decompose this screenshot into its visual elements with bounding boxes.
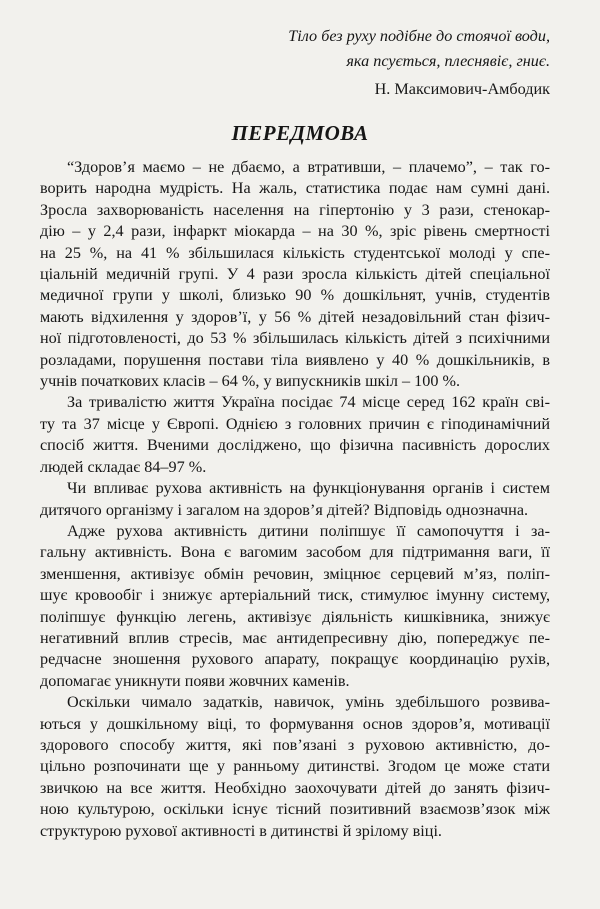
page-title: ПЕРЕДМОВА (231, 121, 369, 145)
text-line: “Здоров’я маємо – не дбаємо, а втративши, – плачемо”, – так го- (67, 158, 550, 176)
text-line: спосіб життя. Вченими досліджено, що фізична пасивність дорослих (40, 436, 550, 455)
text-line: ються у дошкільному віці, то формування основ здоров’я, мотивації (40, 714, 550, 733)
paragraph (40, 478, 550, 521)
epigraph-line: Тіло без руху подібне до стоячої води, (288, 27, 550, 45)
text-line: ту та 37 місце у Європі. Однією з головних причин є гіподинамічний (40, 414, 550, 433)
text-line: Адже рухова активність дитини поліпшує її самопочуття і за- (67, 521, 550, 540)
text-line: редчасне зношення рухового апарату, покращує координацію рухів, (40, 650, 550, 669)
text-line: ціальній медичній групі. У 4 рази зросла кількість дітей спеціальної (40, 265, 550, 284)
text-line: негативний вплив стресів, має антидепресивну дію, попереджує пе- (40, 628, 550, 647)
paragraph (40, 692, 550, 842)
text-line: на 25 %, на 41 % збільшилася кількість студентської молоді у спе- (40, 243, 550, 262)
epigraph (110, 24, 550, 74)
text-line: Зросла захворюваність населення на гіпертонію у 3 рази, стенокар- (40, 200, 550, 219)
text-line: здорового способу життя, які пов’язані з руховою активністю, до- (40, 735, 550, 754)
text-line: шує кровообіг і знижує артеріальний тиск, стимулює імунну систему, (40, 586, 550, 605)
text-line: мають відхилення у здоров’ї, у 56 % дітей незадовільний стан фізич- (40, 307, 550, 326)
text-line: учнів початкових класів – 64 %, у випускників шкіл – 100 %. (40, 372, 461, 391)
text-line: ворить народна мудрість. На жаль, статистика подає нам сумні дані. (40, 179, 550, 198)
text-line: цільно розпочинати ще у ранньому дитинстві. Згодом це може стати (40, 757, 550, 776)
epigraph-author: Н. Максимович-Амбодик (374, 80, 550, 98)
text-line: людей складає 84–97 %. (40, 457, 207, 476)
text-line: За тривалістю життя Україна посідає 74 місце серед 162 країн сві- (67, 393, 550, 412)
text-line: дію – у 2,4 рази, інфаркт міокарда – на 30 %, зріс рівень смертності (40, 222, 550, 241)
text-line: дитячого організму і загалом на здоров’я дітей? Відповідь однозначна. (40, 500, 529, 519)
paragraph (40, 157, 550, 392)
text-line: гальну активність. Вона є вагомим засобом для підтримання ваги, її (40, 543, 550, 562)
text-line: медичної групи у школі, близько 90 % дошкільнят, учнів, студентів (40, 286, 550, 305)
text-line: ної підготовленості, до 53 % збільшилась кількість дітей з психічними (40, 329, 550, 348)
text-line: зменшення, активізує обмін речовин, зміцнює серцевий м’яз, поліп- (40, 564, 550, 583)
body-text (40, 157, 550, 842)
text-line: розладами, порушення постави тіла виявлено у 40 % дошкільників, в (40, 350, 550, 369)
text-line: ною культурою, оскільки існує тісний позитивний взаємозв’язок між (40, 800, 550, 819)
text-line: Оскільки чимало задатків, навичок, умінь здебільшого розвива- (67, 693, 550, 712)
paragraph (40, 521, 550, 692)
epigraph-line: яка псується, плеснявіє, гниє. (346, 52, 550, 70)
text-line: структурою рухової активності в дитинстві й зрілому віці. (40, 821, 442, 840)
text-line: звичкою на все життя. Необхідно заохочувати дітей до занять фізич- (40, 778, 550, 797)
text-line: поліпшує функцію легень, активізує діяльність кишківника, знижує (40, 607, 550, 626)
paragraph (40, 392, 550, 478)
text-line: допомагає уникнути появи жовчних каменів. (40, 671, 350, 690)
text-line: Чи впливає рухова активність на функціонування органів і систем (67, 479, 550, 498)
